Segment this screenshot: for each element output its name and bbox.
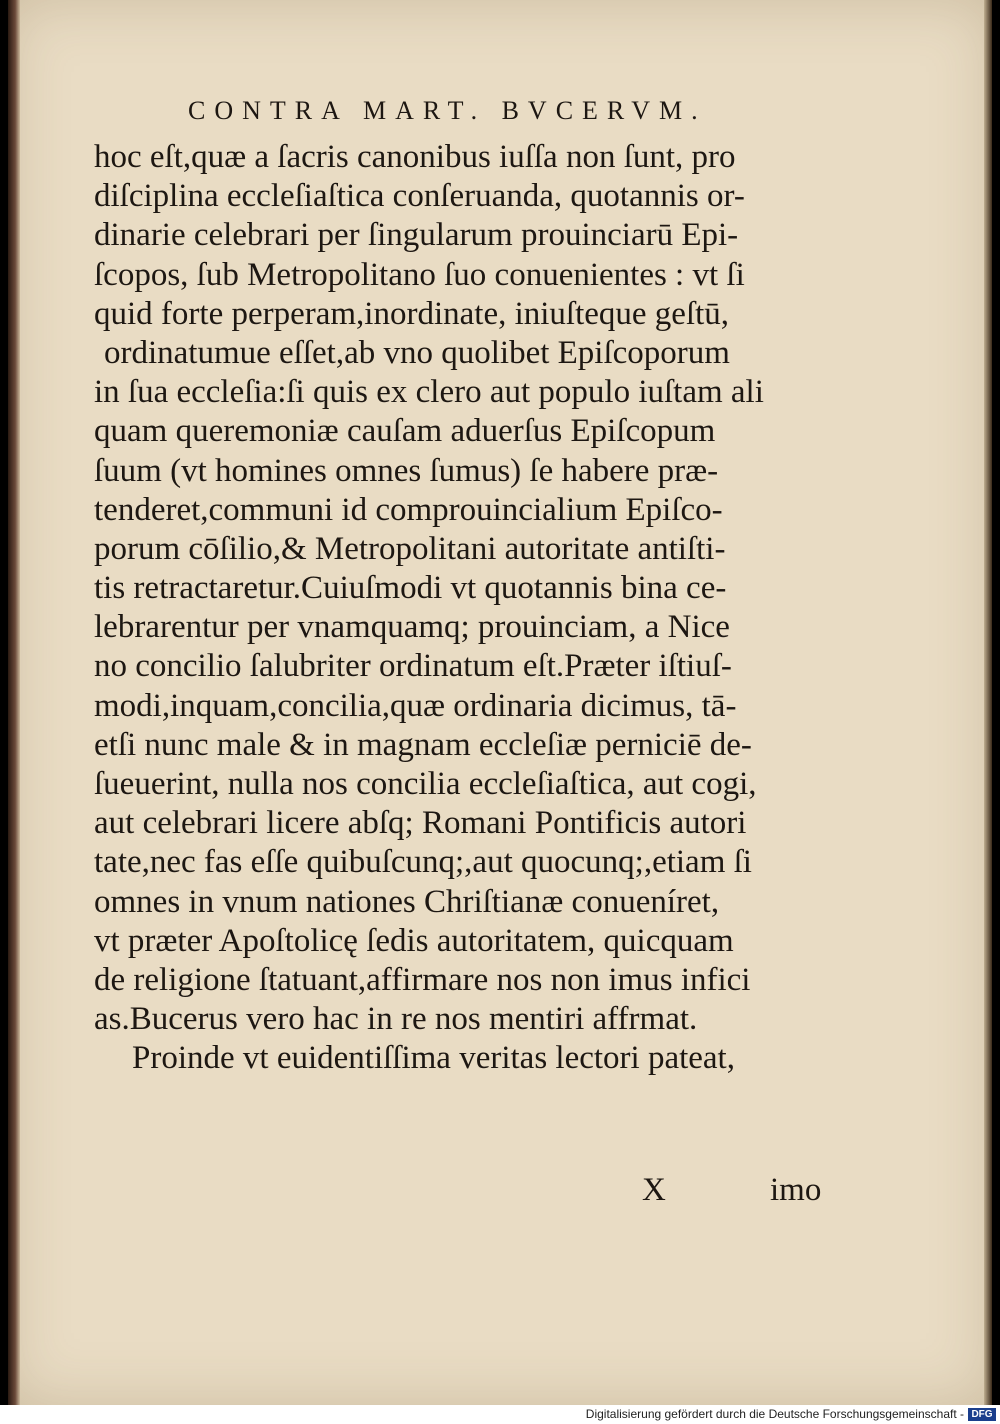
text-line: lebrarentur per vnamquamq; prouinciam, a Nice — [94, 609, 730, 646]
footer-credit-text: Digitalisierung gefördert durch die Deutsche Forschungsgemeinschaft - — [585, 1407, 964, 1421]
text-line: dinarie celebrari per ſingularum prouinciarū Epi- — [94, 217, 739, 254]
page-binding-edge — [8, 0, 20, 1405]
body-text — [94, 138, 844, 1079]
text-line: quid forte perperam,inordinate, iniuſteque geſtū, — [94, 295, 730, 332]
running-head: CONTRA MART. BVCERVM. — [188, 96, 707, 125]
text-line: vt præter Apoſtolicę ſedis autoritatem, quicquam — [94, 922, 734, 959]
text-line: tis retractaretur.Cuiuſmodi vt quotannis bina ce- — [94, 570, 727, 607]
text-line: ſueuerint, nulla nos concilia eccleſiaſtica, aut cogi, — [94, 766, 757, 802]
book-page — [8, 0, 992, 1405]
text-line: tate,nec fas eſſe quibuſcunq;,aut quocunq;,etiam ſi — [94, 844, 752, 881]
text-line: de religione ſtatuant,affirmare nos non imus infici — [94, 961, 751, 998]
text-line: etſi nunc male & in magnam eccleſiæ perniciē de- — [94, 726, 752, 763]
text-line: porum cōſilio,& Metropolitani autoritate antiſti- — [94, 530, 726, 567]
text-line: ſuum (vt homines omnes ſumus) ſe habere præ- — [94, 452, 719, 489]
text-line: hoc eſt,quæ a ſacris canonibus iuſſa non ſunt, pro — [94, 139, 736, 175]
page-outer-edge — [984, 0, 992, 1405]
text-line: tenderet,communi id comprouincialium Epiſco- — [94, 491, 723, 528]
text-line: modi,inquam,concilia,quæ ordinaria dicimus, tā- — [94, 687, 737, 724]
text-line: no concilio ſalubriter ordinatum eſt.Præter iſtiuſ- — [94, 648, 732, 685]
text-line: as.Bucerus vero hac in re nos mentiri affrmat. — [94, 1001, 698, 1038]
text-line: ſcopos, ſub Metropolitano ſuo conuenientes : vt ſi — [94, 256, 745, 293]
catchword: imo — [770, 1172, 822, 1208]
signature-mark: X — [642, 1172, 666, 1208]
text-line: ordinatumue eſſet,ab vno quolibet Epiſcoporum — [104, 334, 730, 371]
signature-line — [94, 1172, 834, 1212]
text-line: Proinde vt euidentiſſima veritas lectori pateat, — [132, 1040, 735, 1077]
text-line: omnes in vnum nationes Chriſtianæ conueníret, — [94, 883, 720, 920]
text-line: quam queremoniæ cauſam aduerſus Epiſcopum — [94, 413, 716, 450]
text-line: diſciplina eccleſiaſtica conſeruanda, quotannis or- — [94, 178, 745, 215]
dfg-logo-icon: DFG — [968, 1408, 996, 1421]
digitization-footer — [0, 1405, 1000, 1424]
text-line: aut celebrari licere abſq; Romani Pontificis autori — [94, 805, 747, 842]
text-line: in ſua eccleſia:ſi quis ex clero aut populo iuſtam ali — [94, 374, 764, 411]
